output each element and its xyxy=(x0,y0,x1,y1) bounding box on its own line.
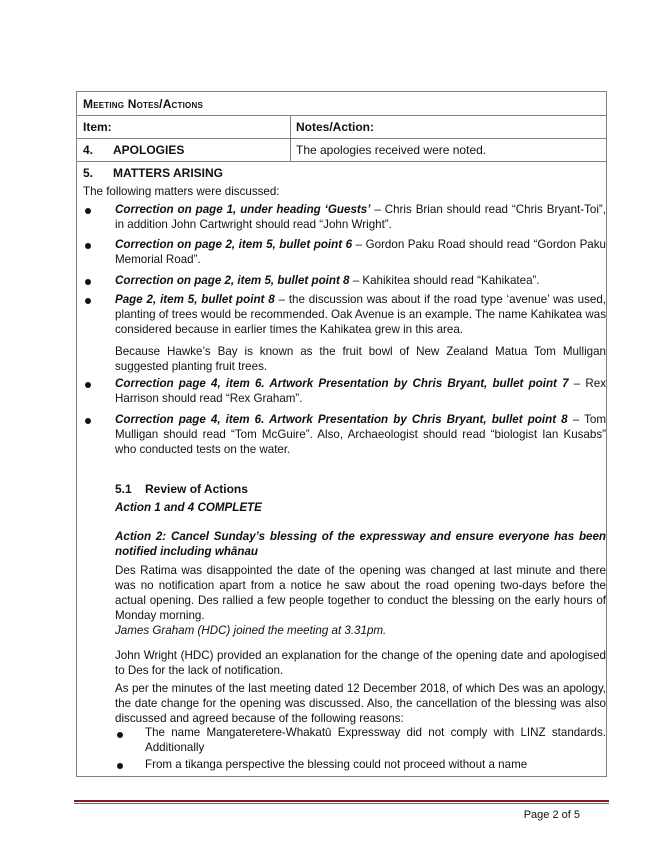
item-text: – Kahikitea should read “Kahikatea”. xyxy=(349,274,540,287)
bullet-icon xyxy=(85,243,91,249)
table-header-row xyxy=(77,116,606,139)
review-paragraph-4: As per the minutes of the last meeting dated 12 December 2018, of which Des was an apology, the date change for the opening was discussed. Also, the cancellation of the blessing was also discussed and agreed because of the following reasons: xyxy=(115,682,606,725)
bullet-icon xyxy=(85,382,91,388)
item-text: – Chris Brian should read “Chris Bryant-Toi”, in addition John Cartwright should read “John Wright”. xyxy=(115,203,606,231)
review-paragraph-2: James Graham (HDC) joined the meeting at 3.31pm. xyxy=(115,624,387,637)
reason-item: The name Mangateretere-Whakatū Expressway did not comply with LINZ standards. Additionally xyxy=(145,726,606,754)
list-item xyxy=(115,412,606,457)
reason-item: From a tikanga perspective the blessing could not proceed without a name xyxy=(145,758,528,771)
matters-heading: MATTERS ARISING xyxy=(113,166,223,180)
apologies-number: 4. xyxy=(83,143,94,157)
item-lead: Correction page 4, item 6. Artwork Presentation by Chris Bryant, bullet point 8 xyxy=(115,413,568,426)
item-text: – Tom Mulligan should read “Tom McGuire”. Also, Archaeologist should read “biologist Ian Kusabs” who conducted tests on the water. xyxy=(115,413,606,456)
apologies-label: APOLOGIES xyxy=(113,143,185,157)
list-item xyxy=(115,376,606,406)
bullet-icon xyxy=(85,279,91,285)
item-lead: Correction page 4, item 6. Artwork Presentation by Chris Bryant, bullet point 7 xyxy=(115,377,569,390)
bullet-icon xyxy=(85,298,91,304)
list-item xyxy=(115,292,606,337)
page-number: Page 2 of 5 xyxy=(523,809,580,821)
review-paragraph-3: John Wright (HDC) provided an explanation for the change of the opening date and apologised to Des for the lack of notification. xyxy=(115,649,606,677)
table-title: Meeting Notes/Actions xyxy=(83,97,203,111)
column-divider xyxy=(290,116,291,162)
list-item xyxy=(115,237,606,267)
matters-number: 5. xyxy=(83,166,94,180)
bullet-icon xyxy=(85,418,91,424)
item-lead: Correction on page 1, under heading ‘Guests’ xyxy=(115,203,371,216)
apologies-row xyxy=(77,139,606,162)
item-lead: Correction on page 2, item 5, bullet point 8 xyxy=(115,274,350,287)
review-heading: Review of Actions xyxy=(145,482,248,496)
item-extra-paragraph: Because Hawke’s Bay is known as the fruit bowl of New Zealand Matua Tom Mulligan suggested planting fruit trees. xyxy=(115,345,606,373)
item-text: – Gordon Paku Road should read “Gordon Paku Memorial Road”. xyxy=(115,238,606,266)
action-2-heading: Action 2: Cancel Sunday’s blessing of the expressway and ensure everyone has been notified including whānau xyxy=(115,530,606,558)
item-lead: Page 2, item 5, bullet point 8 xyxy=(115,293,275,306)
bullet-icon xyxy=(85,208,91,214)
notes-table xyxy=(76,91,607,777)
item-lead: Correction on page 2, item 5, bullet point 6 xyxy=(115,238,353,251)
bullet-icon xyxy=(117,763,123,769)
review-number: 5.1 xyxy=(115,482,132,496)
apologies-note: The apologies received were noted. xyxy=(296,143,487,157)
list-item xyxy=(115,273,606,288)
list-item xyxy=(115,202,606,232)
item-text: – Rex Harrison should read “Rex Graham”. xyxy=(115,377,606,405)
bullet-icon xyxy=(117,732,123,738)
review-paragraph-1: Des Ratima was disappointed the date of the opening was changed at last minute and there was no notification apart from a notice he saw about the road opening two-days before the actual opening. Des rallied a few people together to conduct the blessing on the early hours of Monday morning. xyxy=(115,564,606,622)
footer-rule xyxy=(74,803,609,804)
table-title-row xyxy=(77,92,606,116)
notes-column-header: Notes/Action: xyxy=(296,120,374,134)
item-column-header: Item: xyxy=(83,120,112,134)
matters-intro: The following matters were discussed: xyxy=(83,185,280,198)
actions-complete: Action 1 and 4 COMPLETE xyxy=(115,501,262,514)
item-text: – the discussion was about if the road type ‘avenue’ was used, planting of trees would be recommended. Oak Avenue is an example. The name Kahikatea was considered because in earlier times the Kahikatea grew in this area. xyxy=(115,293,606,336)
footer-rule xyxy=(74,800,609,802)
